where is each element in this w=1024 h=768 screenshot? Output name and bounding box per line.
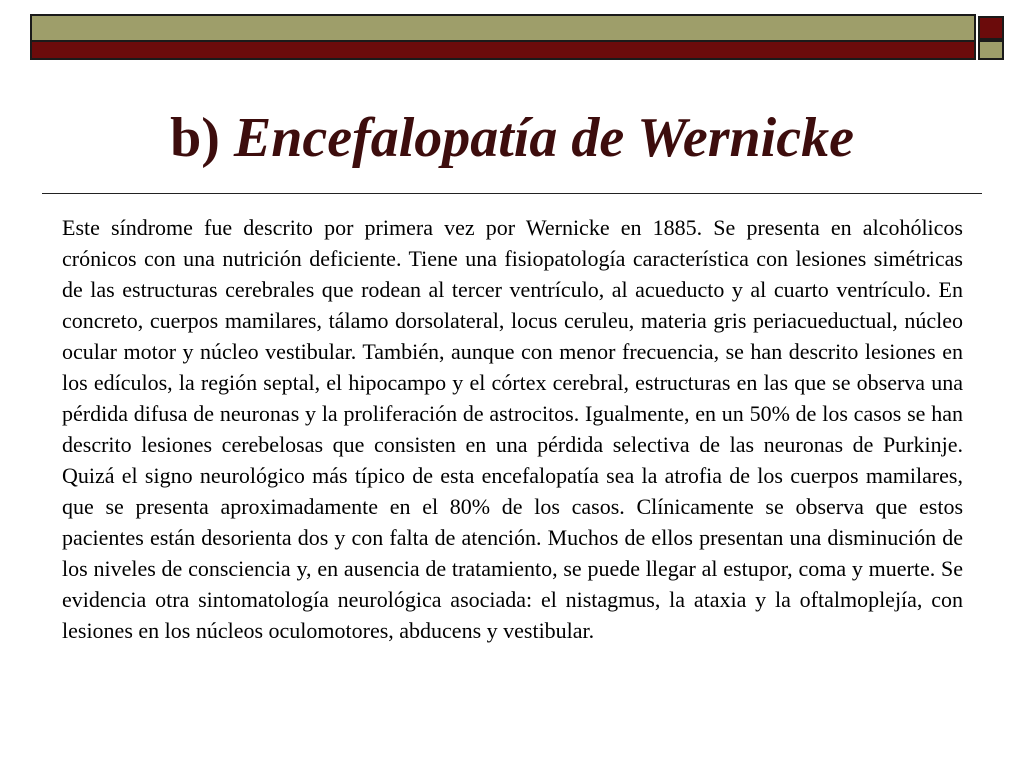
slide-title — [0, 107, 1024, 169]
title-divider — [42, 193, 982, 194]
slide-title-name: Encefalopatía de Wernicke — [233, 107, 854, 169]
slide-title-prefix: b) — [170, 107, 234, 169]
header-decoration — [30, 14, 1006, 60]
header-band-olive — [30, 14, 976, 42]
slide-body-text: Este síndrome fue descrito por primera vez por Wernicke en 1885. Se presenta en alcohólicos crónicos con una nutrición deficiente. Tiene una fisiopatología característica con lesiones simétricas de las estructuras cerebrales que rodean al tercer ventrículo, al acueducto y al cuarto ventrículo. En concreto, cuerpos mamilares, tálamo dorsolateral, locus ceruleu, materia gris periacueductual, núcleo ocular motor y núcleo vestibular. También, aunque con menor frecuencia, se han descrito lesiones en los edículos, la región septal, el hipocampo y el córtex cerebral, estructuras en las que se observa una pérdida difusa de neuronas y la proliferación de astrocitos. Igualmente, en un 50% de los casos se han descrito lesiones cerebelosas que consisten en una pérdida selectiva de las neuronas de Purkinje. Quizá el signo neurológico más típico de esta encefalopatía sea la atrofia de los cuerpos mamilares, que se presenta aproximadamente en el 80% de los casos. Clínicamente se observa que estos pacientes están desorienta dos y con falta de atención. Muchos de ellos presentan una disminución de los niveles de consciencia y, en ausencia de tratamiento, se puede llegar al estupor, coma y muerte. Se evidencia otra sintomatología neurológica asociada: el nistagmus, la ataxia y la oftalmoplejía, con lesiones en los núcleos oculomotores, abducens y vestibular. — [62, 215, 963, 643]
header-square-olive — [978, 40, 1004, 60]
header-band-maroon — [30, 40, 976, 60]
header-square-maroon — [978, 16, 1004, 40]
